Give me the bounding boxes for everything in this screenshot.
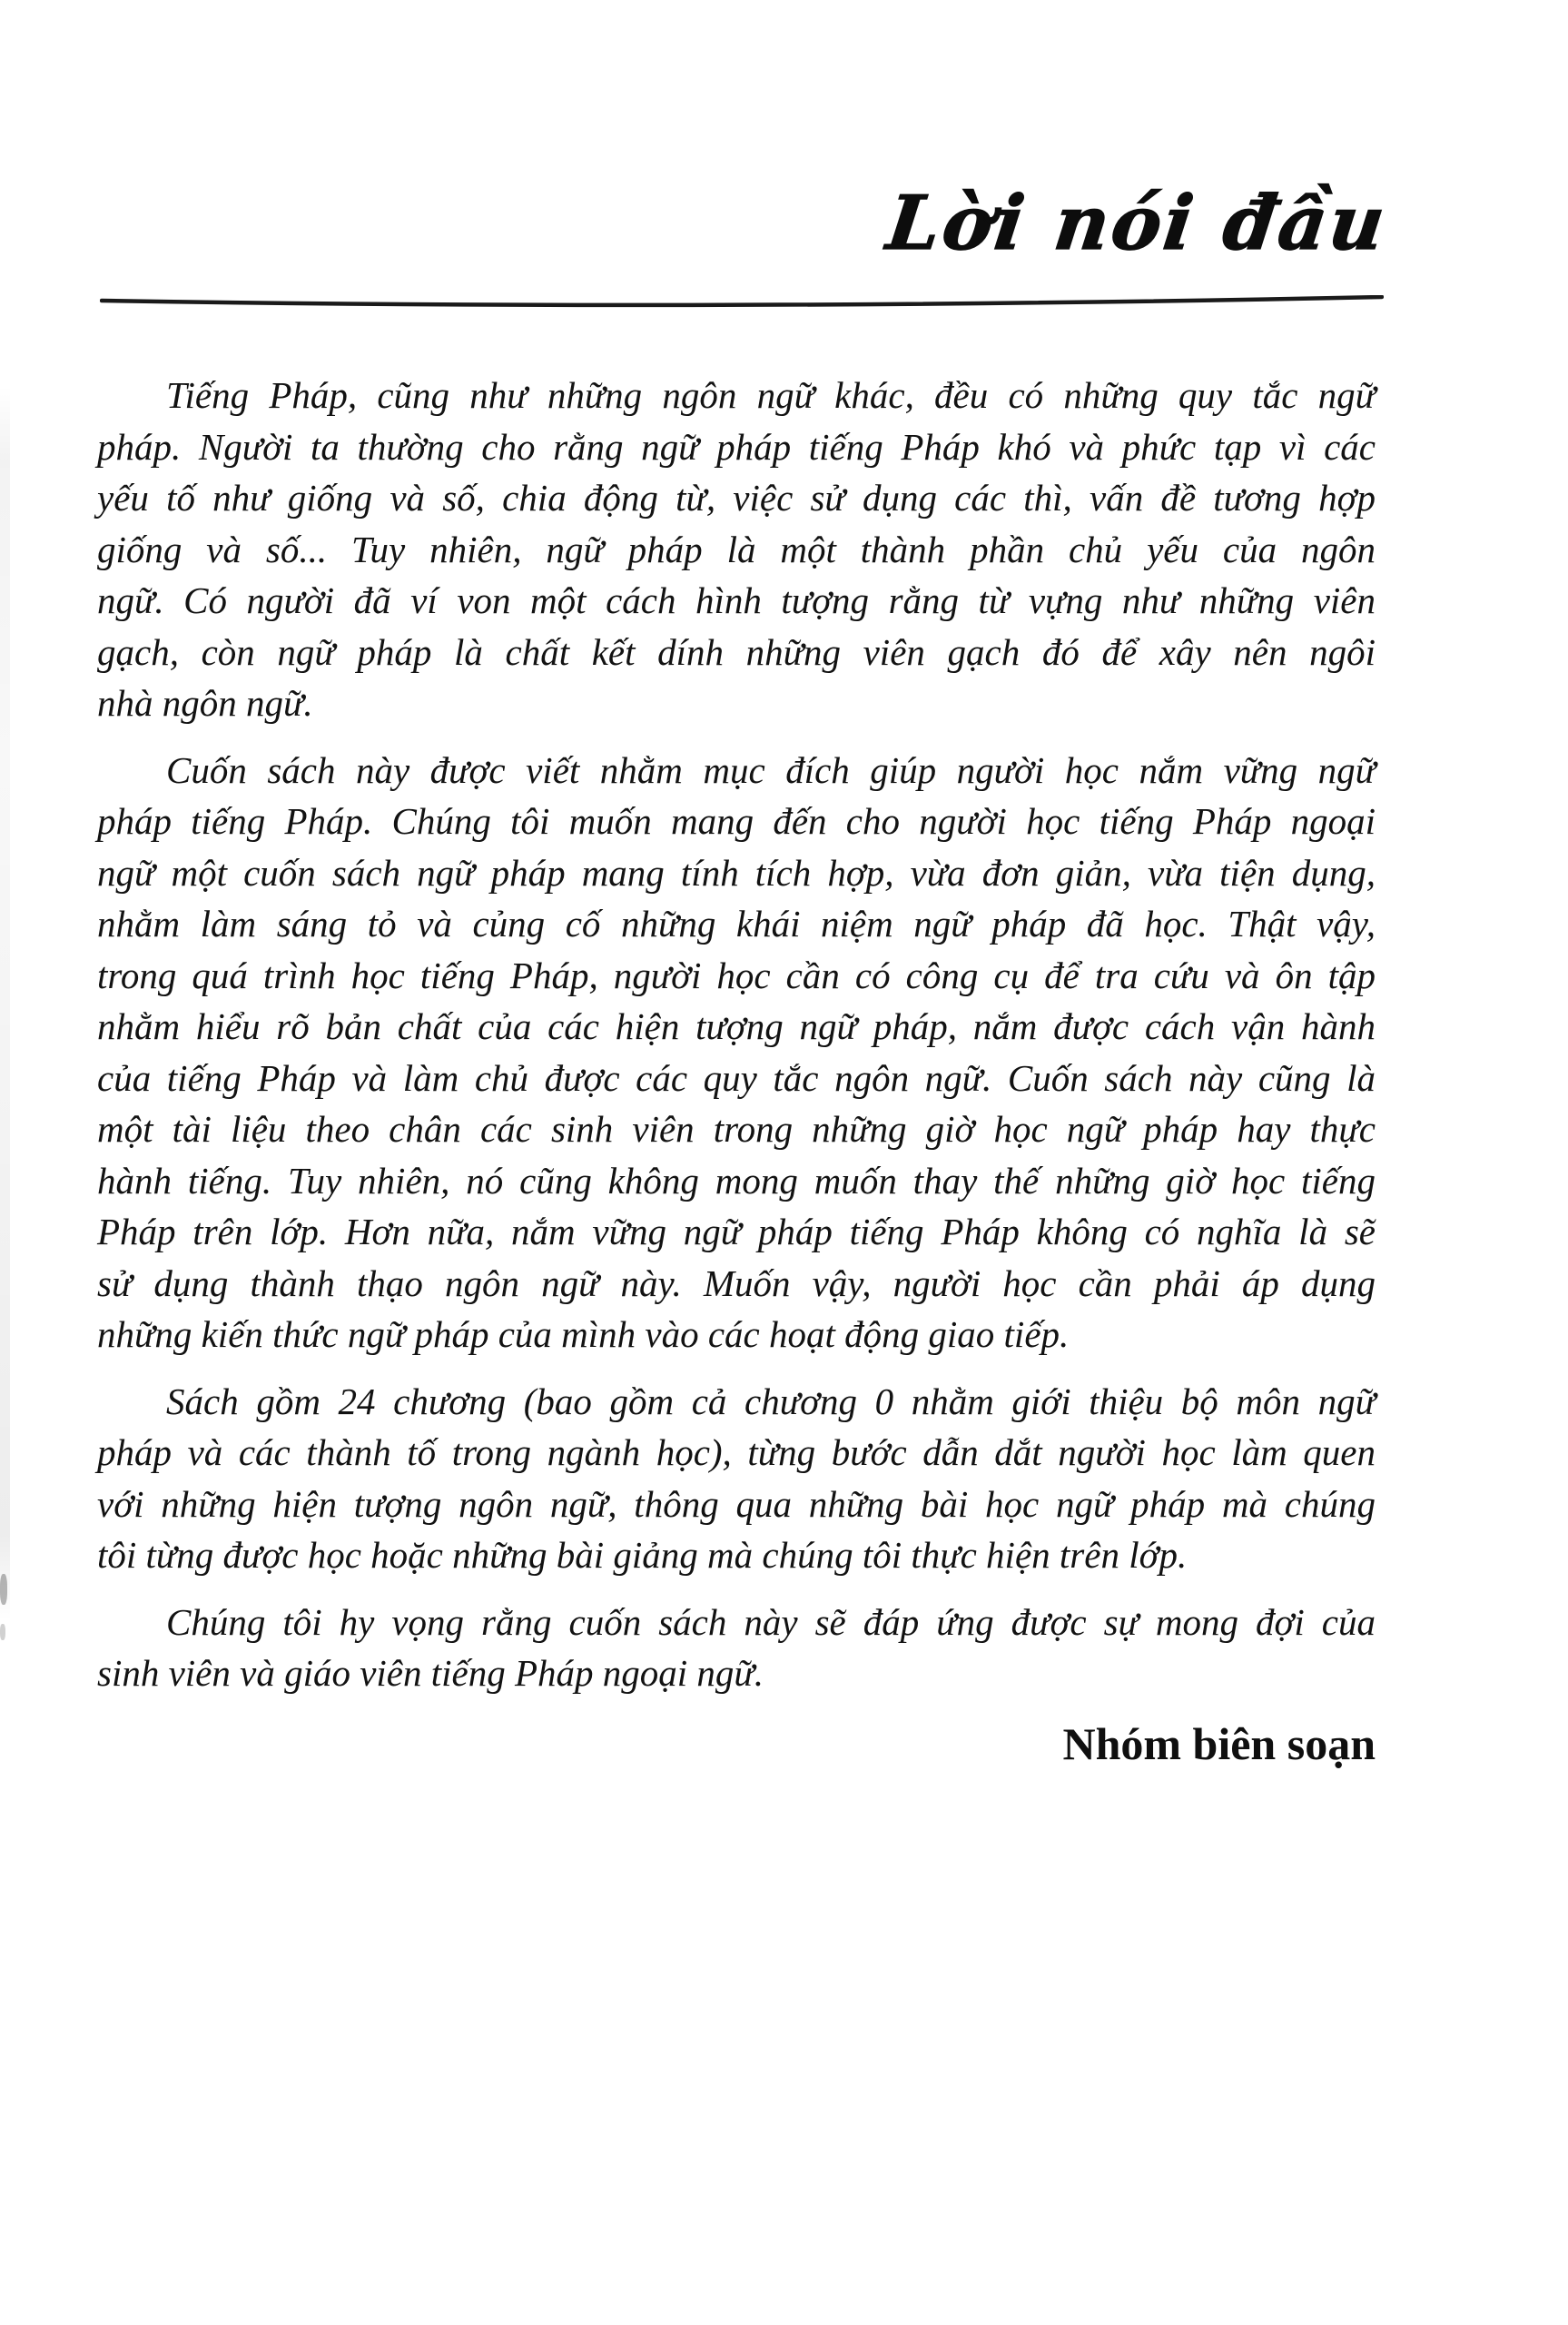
text-line: giống và số... Tuy nhiên, ngữ pháp là một thành phần chủ yếu của ngôn [97,528,1376,570]
text-line: nhà ngôn ngữ. [97,682,313,724]
text-line: gạch, còn ngữ pháp là chất kết dính những viên gạch đó để xây nên ngôi [97,630,1376,673]
text-line: những kiến thức ngữ pháp của mình vào các hoạt động giao tiếp. [97,1313,1070,1355]
text-line: tôi từng được học hoặc những bài giảng mà chúng tôi thực hiện trên lớp. [97,1534,1188,1576]
text-line: Cuốn sách này được viết nhằm mục đích giúp người học nắm vững ngữ [166,748,1376,791]
text-line: nhằm làm sáng tỏ và củng cố những khái niệm ngữ pháp đã học. Thật vậy, [97,903,1376,945]
text-line: pháp và các thành tố trong ngành học), từng bước dẫn dắt người học làm quen [97,1431,1376,1473]
text-line: nhằm hiểu rõ bản chất của các hiện tượng ngữ pháp, nắm được cách vận hành [97,1005,1376,1047]
text-line: pháp. Người ta thường cho rằng ngữ pháp tiếng Pháp khó và phức tạp vì các [97,425,1376,468]
text-line: Pháp trên lớp. Hơn nữa, nắm vững ngữ pháp tiếng Pháp không có nghĩa là sẽ [97,1211,1376,1252]
text-line: Tiếng Pháp, cũng như những ngôn ngữ khác, đều có những quy tắc ngữ [166,374,1376,416]
text-line: Sách gồm 24 chương (bao gồm cả chương 0 nhằm giới thiệu bộ môn ngữ [166,1380,1376,1422]
text-line: pháp tiếng Pháp. Chúng tôi muốn mang đến cho người học tiếng Pháp ngoại [97,800,1376,842]
text-line: ngữ. Có người đã ví von một cách hình tượng rằng từ vựng như những viên [97,579,1376,621]
paragraph [97,370,1376,729]
paragraph [97,1597,1376,1699]
text-line: trong quá trình học tiếng Pháp, người học cần có công cụ để tra cứu và ôn tập [97,954,1376,996]
text-line: yếu tố như giống và số, chia động từ, việc sử dụng các thì, vấn đề tương hợp [97,477,1376,519]
text-line: một tài liệu theo chân các sinh viên trong những giờ học ngữ pháp hay thực [97,1108,1376,1150]
authors-signature: Nhóm biên soạn [1062,1718,1376,1769]
text-line: sinh viên và giáo viên tiếng Pháp ngoại ngữ. [97,1652,764,1694]
text-line: với những hiện tượng ngôn ngữ, thông qua những bài học ngữ pháp mà chúng [97,1482,1376,1525]
text-line: của tiếng Pháp và làm chủ được các quy tắc ngôn ngữ. Cuốn sách này cũng là [97,1056,1376,1099]
scan-smudge [0,1574,7,1605]
text-line: sử dụng thành thạo ngôn ngữ này. Muốn vậy, người học cần phải áp dụng [97,1261,1376,1304]
scan-smudge [0,1624,5,1640]
title-underline [100,295,1384,310]
scan-edge-artifact [0,386,10,1621]
text-line: Chúng tôi hy vọng rằng cuốn sách này sẽ đáp ứng được sự mong đợi của [166,1600,1376,1643]
text-line: hành tiếng. Tuy nhiên, nó cũng không mong muốn thay thế những giờ học tiếng [97,1159,1376,1202]
paragraph [97,745,1376,1360]
body-text [97,370,1376,1699]
text-line: ngữ một cuốn sách ngữ pháp mang tính tích hợp, vừa đơn giản, vừa tiện dụng, [97,851,1376,894]
page-title: Lời nói đầu [882,180,1392,267]
paragraph [97,1376,1376,1581]
